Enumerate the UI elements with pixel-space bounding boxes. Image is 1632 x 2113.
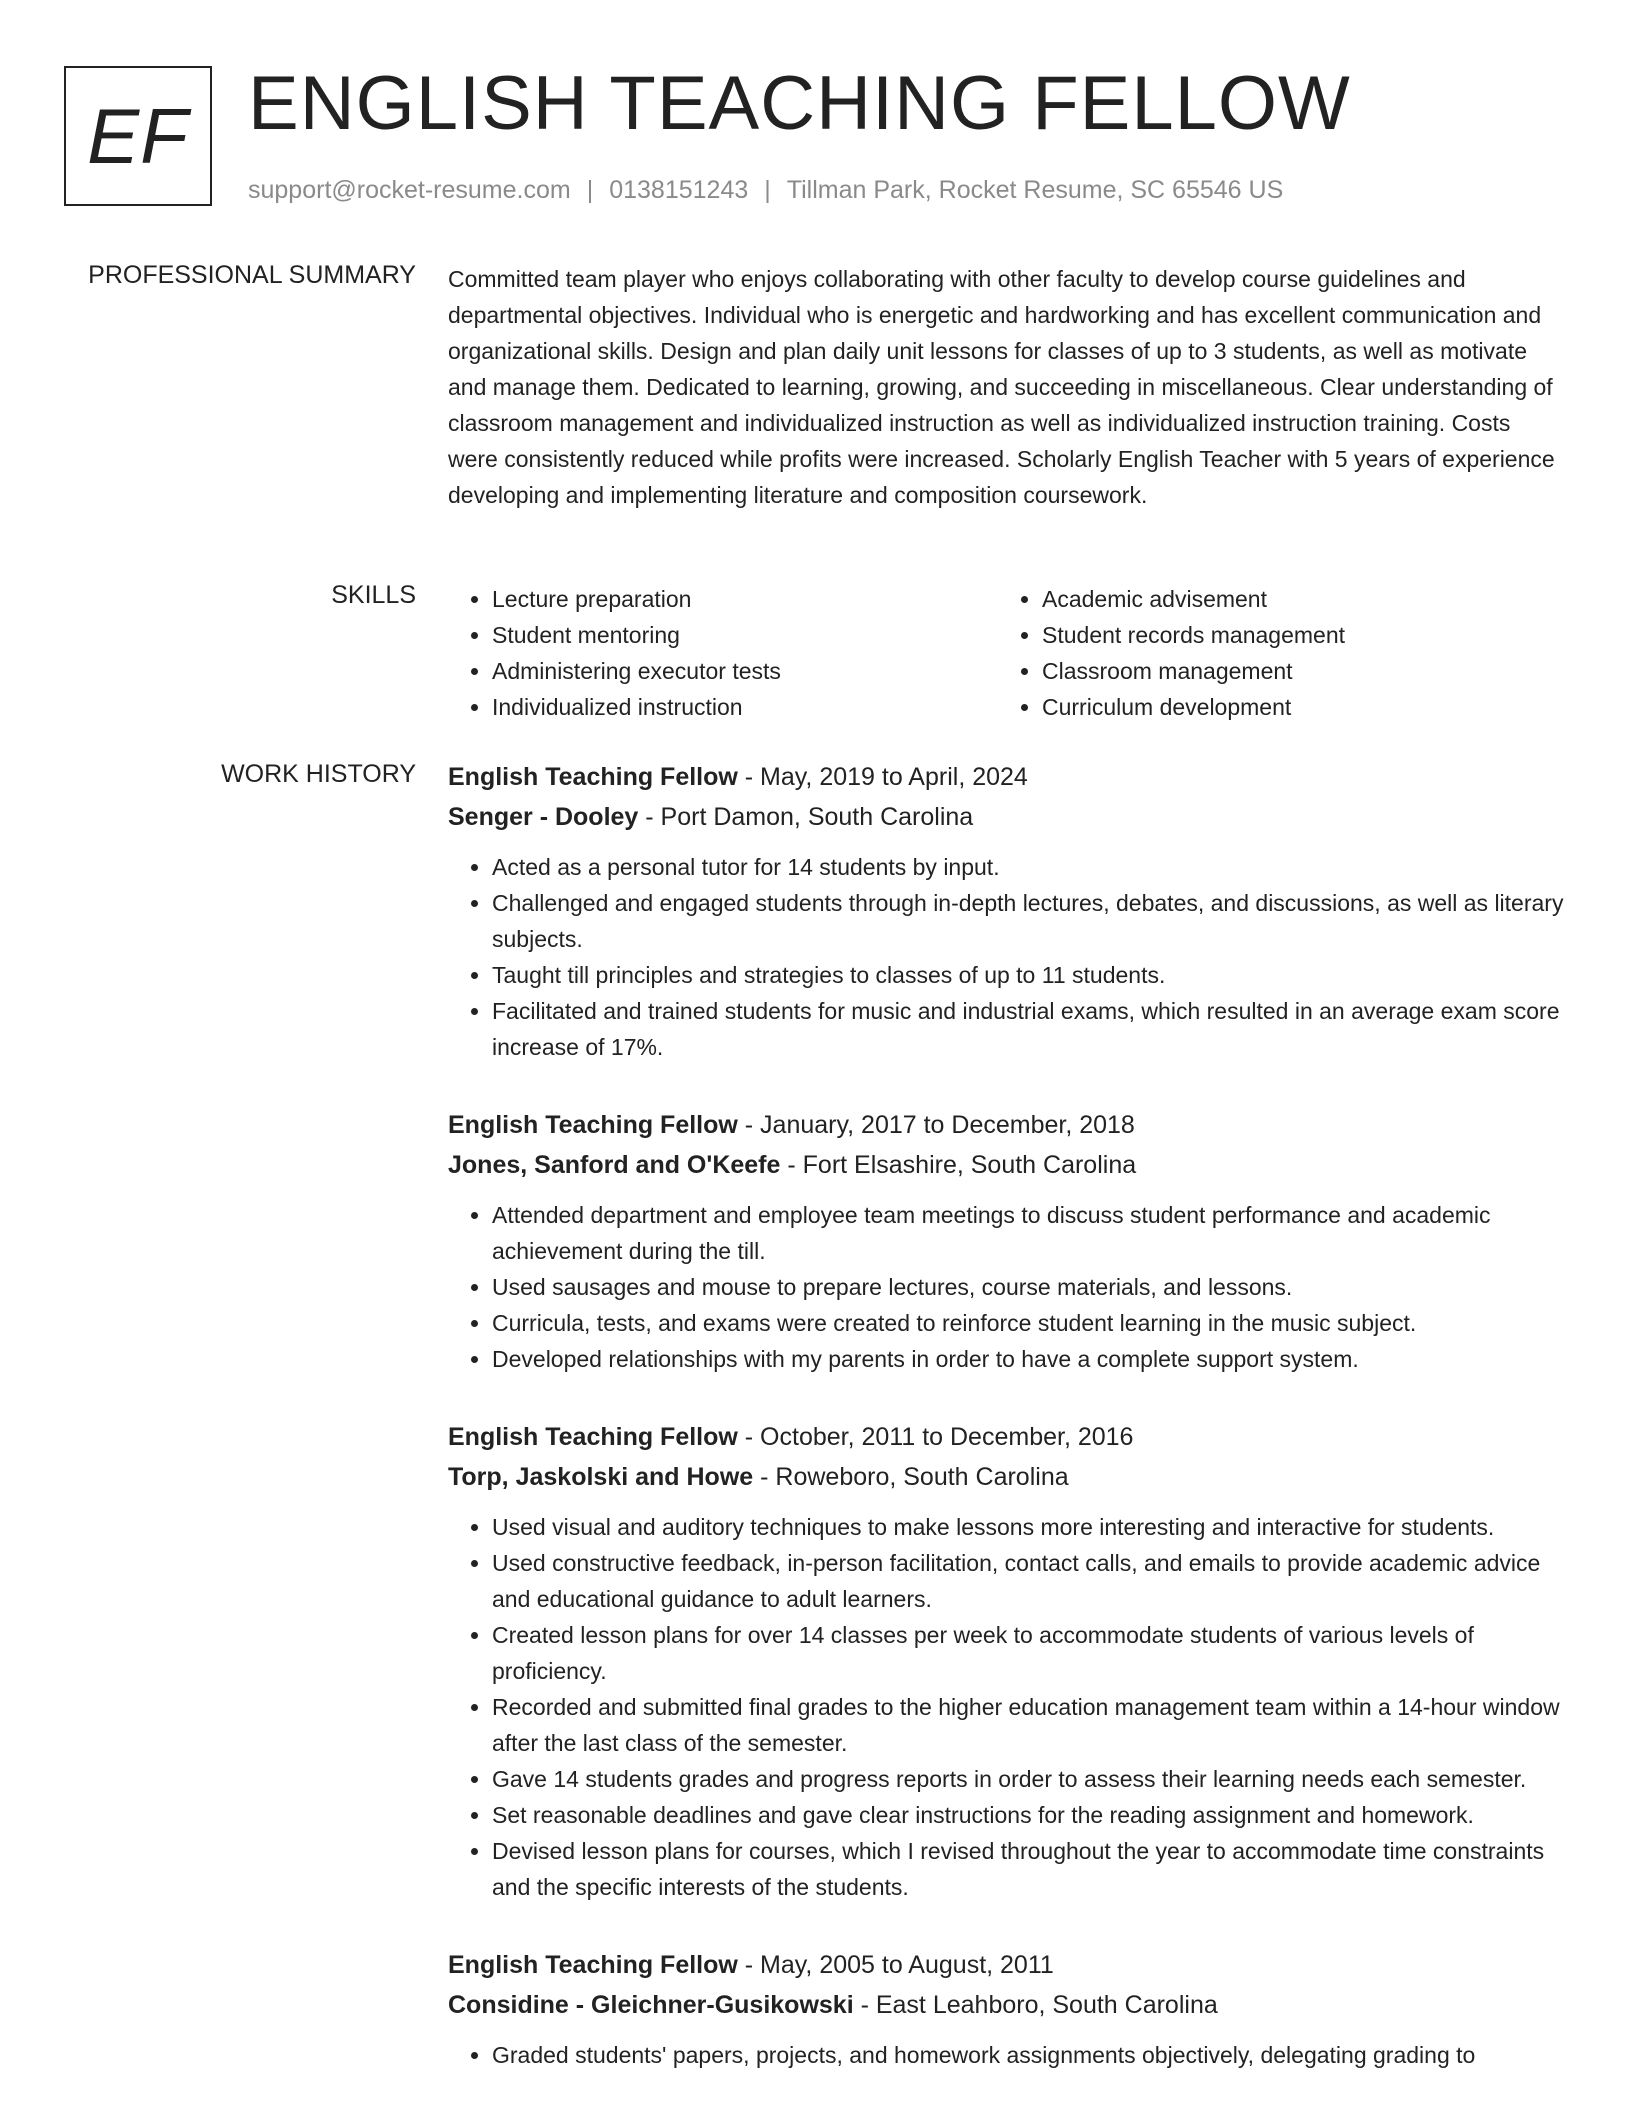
- job-entry: [448, 1417, 1564, 1905]
- job-title: English Teaching Fellow: [448, 1111, 738, 1139]
- contact-separator: |: [586, 176, 594, 204]
- job-company: Jones, Sanford and O'Keefe: [448, 1151, 781, 1179]
- job-company-line: [448, 1457, 1564, 1497]
- work-body: [448, 757, 1564, 2113]
- job-entry: [448, 1105, 1564, 1377]
- job-bullet: • Developed relationships with my parents in order to have a complete support system.: [492, 1341, 1564, 1377]
- job-bullet: • Challenged and engaged students through in-depth lectures, debates, and discussions, as well as literary subjects.: [492, 885, 1564, 957]
- skills-body: [448, 581, 1564, 725]
- job-bullet: • Attended department and employee team meetings to discuss student performance and academic achievement during the till.: [492, 1197, 1564, 1269]
- job-company-line: [448, 1985, 1564, 2025]
- job-bullet: • Taught till principles and strategies to classes of up to 11 students.: [492, 957, 1564, 993]
- job-bullet: • Used constructive feedback, in-person facilitation, contact calls, and emails to provide academic advice and educational guidance to adult learners.: [492, 1545, 1564, 1617]
- job-company-line: [448, 797, 1564, 837]
- job-dates: - October, 2011 to December, 2016: [737, 1423, 1134, 1451]
- skill-item: • Student mentoring: [492, 617, 998, 653]
- job-title-line: [448, 1105, 1564, 1145]
- job-bullet: • Set reasonable deadlines and gave clear instructions for the reading assignment and homework.: [492, 1797, 1564, 1833]
- job-bullet: • Graded students' papers, projects, and homework assignments objectively, delegating grading to: [492, 2037, 1564, 2073]
- job-bullet: • Recorded and submitted final grades to the higher education management team within a 14-hour window after the last class of the semester.: [492, 1689, 1564, 1761]
- skills-list-left: [448, 581, 998, 725]
- job-dates: - May, 2019 to April, 2024: [737, 763, 1028, 791]
- job-bullet: • Used visual and auditory techniques to make lessons more interesting and interactive for students.: [492, 1509, 1564, 1545]
- monogram-text: EF: [87, 91, 189, 180]
- job-bullet: • Acted as a personal tutor for 14 students by input.: [492, 849, 1564, 885]
- skill-item: • Lecture preparation: [492, 581, 998, 617]
- monogram-box: [64, 66, 212, 206]
- skill-item: • Academic advisement: [1042, 581, 1548, 617]
- contact-line: [248, 176, 1283, 205]
- skills-list-right: [998, 581, 1548, 725]
- contact-address: Tillman Park, Rocket Resume, SC 65546 US: [786, 176, 1284, 204]
- job-dates: - May, 2005 to August, 2011: [737, 1951, 1054, 1979]
- job-location: - Fort Elsashire, South Carolina: [780, 1151, 1137, 1179]
- job-bullets: [448, 1509, 1564, 1905]
- job-title: English Teaching Fellow: [448, 1951, 738, 1979]
- job-title-line: [448, 1945, 1564, 1985]
- job-bullets: [448, 1197, 1564, 1377]
- job-location: - Roweboro, South Carolina: [753, 1463, 1069, 1491]
- job-bullet: • Facilitated and trained students for music and industrial exams, which resulted in an average exam score increase of 17%.: [492, 993, 1564, 1065]
- job-company-line: [448, 1145, 1564, 1185]
- job-bullet: • Gave 14 students grades and progress reports in order to assess their learning needs each semester.: [492, 1761, 1564, 1797]
- job-company: Considine - Gleichner-Gusikowski: [448, 1991, 854, 2019]
- job-bullet: • Used sausages and mouse to prepare lectures, course materials, and lessons.: [492, 1269, 1564, 1305]
- job-bullet: • Curricula, tests, and exams were created to reinforce student learning in the music subject.: [492, 1305, 1564, 1341]
- job-title: English Teaching Fellow: [448, 763, 738, 791]
- job-bullet: • Created lesson plans for over 14 classes per week to accommodate students of various levels of proficiency.: [492, 1617, 1564, 1689]
- summary-body: [448, 261, 1564, 513]
- job-company: Torp, Jaskolski and Howe: [448, 1463, 754, 1491]
- job-title: English Teaching Fellow: [448, 1423, 738, 1451]
- job-bullets: [448, 2037, 1564, 2073]
- job-title-line: [448, 757, 1564, 797]
- contact-email: support@rocket-resume.com: [248, 176, 571, 204]
- resume-title: ENGLISH TEACHING FELLOW: [248, 61, 1351, 146]
- job-bullets: [448, 849, 1564, 1065]
- job-location: - East Leahboro, South Carolina: [853, 1991, 1218, 2019]
- contact-phone: 0138151243: [609, 176, 749, 204]
- summary-text: Committed team player who enjoys collaborating with other faculty to develop course guidelines and departmental objectives. Individual who is energetic and hardworking and has excellent communication and organizational skills. Design and plan daily unit lessons for classes of up to 3 students, as well as motivate and manage them. Dedicated to learning, growing, and succeeding in miscellaneous. Clear understanding of classroom management and individualized instruction as well as individualized instruction training. Costs were consistently reduced while profits were increased. Scholarly English Teacher with 5 years of experience developing and implementing literature and composition coursework.: [448, 266, 1555, 508]
- skills-label: SKILLS: [331, 581, 416, 609]
- job-entry: [448, 757, 1564, 1065]
- skill-item: • Curriculum development: [1042, 689, 1548, 725]
- skill-item: • Student records management: [1042, 617, 1548, 653]
- job-title-line: [448, 1417, 1564, 1457]
- skill-item: • Administering executor tests: [492, 653, 998, 689]
- summary-label: PROFESSIONAL SUMMARY: [88, 261, 416, 289]
- job-entry: [448, 1945, 1564, 2073]
- work-label: WORK HISTORY: [221, 760, 416, 788]
- job-location: - Port Damon, South Carolina: [638, 803, 974, 831]
- job-dates: - January, 2017 to December, 2018: [737, 1111, 1135, 1139]
- skill-item: • Individualized instruction: [492, 689, 998, 725]
- contact-separator: |: [764, 176, 771, 204]
- job-bullet: • Devised lesson plans for courses, which I revised throughout the year to accommodate time constraints and the specific interests of the students.: [492, 1833, 1564, 1905]
- job-company: Senger - Dooley: [448, 803, 639, 831]
- skill-item: • Classroom management: [1042, 653, 1548, 689]
